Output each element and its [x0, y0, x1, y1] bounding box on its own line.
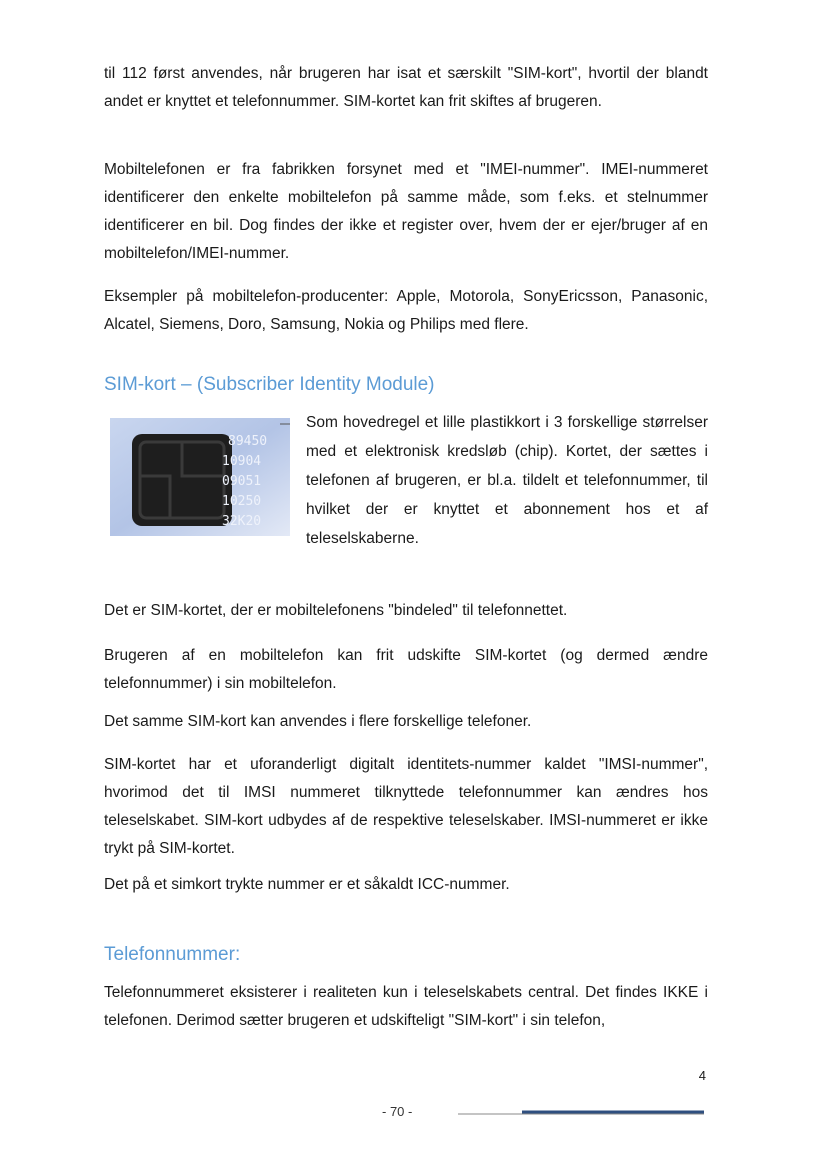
sim-paragraph-4: SIM-kortet har et uforanderligt digitalt identitets-nummer kaldet "IMSI-nummer", hvorimod det til IMSI nummeret tilknyttede telefonnummer kan ændres hos teleselskabet. SIM-kort udbydes af de respektive teleselskaber. IMSI-nummeret er ikke trykt på SIM-kortet.	[104, 756, 708, 857]
sim-paragraph-1: Det er SIM-kortet, der er mobiltelefonens "bindeled" til telefonnettet.	[104, 602, 568, 619]
svg-text:10904: 10904	[222, 454, 262, 469]
sim-paragraph-2: Brugeren af en mobiltelefon kan frit udskifte SIM-kortet (og dermed ændre telefonnummer) i sin mobiltelefon.	[104, 647, 708, 692]
intro-paragraph-1: til 112 først anvendes, når brugeren har isat et særskilt "SIM-kort", hvortil der blandt andet er knyttet et telefonnummer. SIM-kortet kan frit skiftes af brugeren.	[104, 65, 708, 110]
sim-paragraph-5: Det på et simkort trykte nummer er et såkaldt ICC-nummer.	[104, 876, 510, 893]
sim-card-illustration	[110, 418, 290, 536]
svg-text:10250: 10250	[222, 494, 262, 509]
svg-text:32K20: 32K20	[222, 514, 262, 529]
sim-card-image	[110, 418, 290, 536]
sim-paragraph-3: Det samme SIM-kort kan anvendes i flere forskellige telefoner.	[104, 713, 532, 730]
page-number: 4	[698, 1068, 706, 1083]
phone-number-paragraph: Telefonnummeret eksisterer i realiteten kun i teleselskabets central. Det findes IKKE i telefonen. Derimod sætter brugeren et udskifteligt "SIM-kort" i sin telefon,	[104, 984, 708, 1029]
svg-text:89450: 89450	[228, 434, 268, 449]
intro-paragraph-3: Eksempler på mobiltelefon-producenter: Apple, Motorola, SonyEricsson, Panasonic, Alcatel, Siemens, Doro, Samsung, Nokia og Philips med flere.	[104, 288, 708, 333]
stamp-number: - 70 -	[382, 1104, 413, 1119]
sim-card-number	[222, 434, 267, 529]
sim-chip	[132, 434, 232, 526]
phone-number-heading: Telefonnummer:	[104, 944, 241, 965]
svg-text:09051: 09051	[222, 474, 262, 489]
footer-rule	[458, 1110, 704, 1116]
intro-paragraph-2: Mobiltelefonen er fra fabrikken forsynet med et "IMEI-nummer". IMEI-nummeret identificerer den enkelte mobiltelefon på samme måde, som f.eks. et stelnummer identificerer en bil. Dog findes der ikke et register over, hvem der er ejer/bruger af en mobiltelefon/IMEI-nummer.	[104, 161, 708, 262]
sim-section-heading: SIM-kort – (Subscriber Identity Module)	[104, 374, 435, 395]
sim-description: Som hovedregel et lille plastikkort i 3 forskellige størrelser med et elektronisk kredsløb (chip). Kortet, der sættes i telefonen af brugeren, er bl.a. tildelt et telefonnummer, til hvilket der er knyttet et abonnement hos et af teleselskaberne.	[306, 414, 708, 547]
